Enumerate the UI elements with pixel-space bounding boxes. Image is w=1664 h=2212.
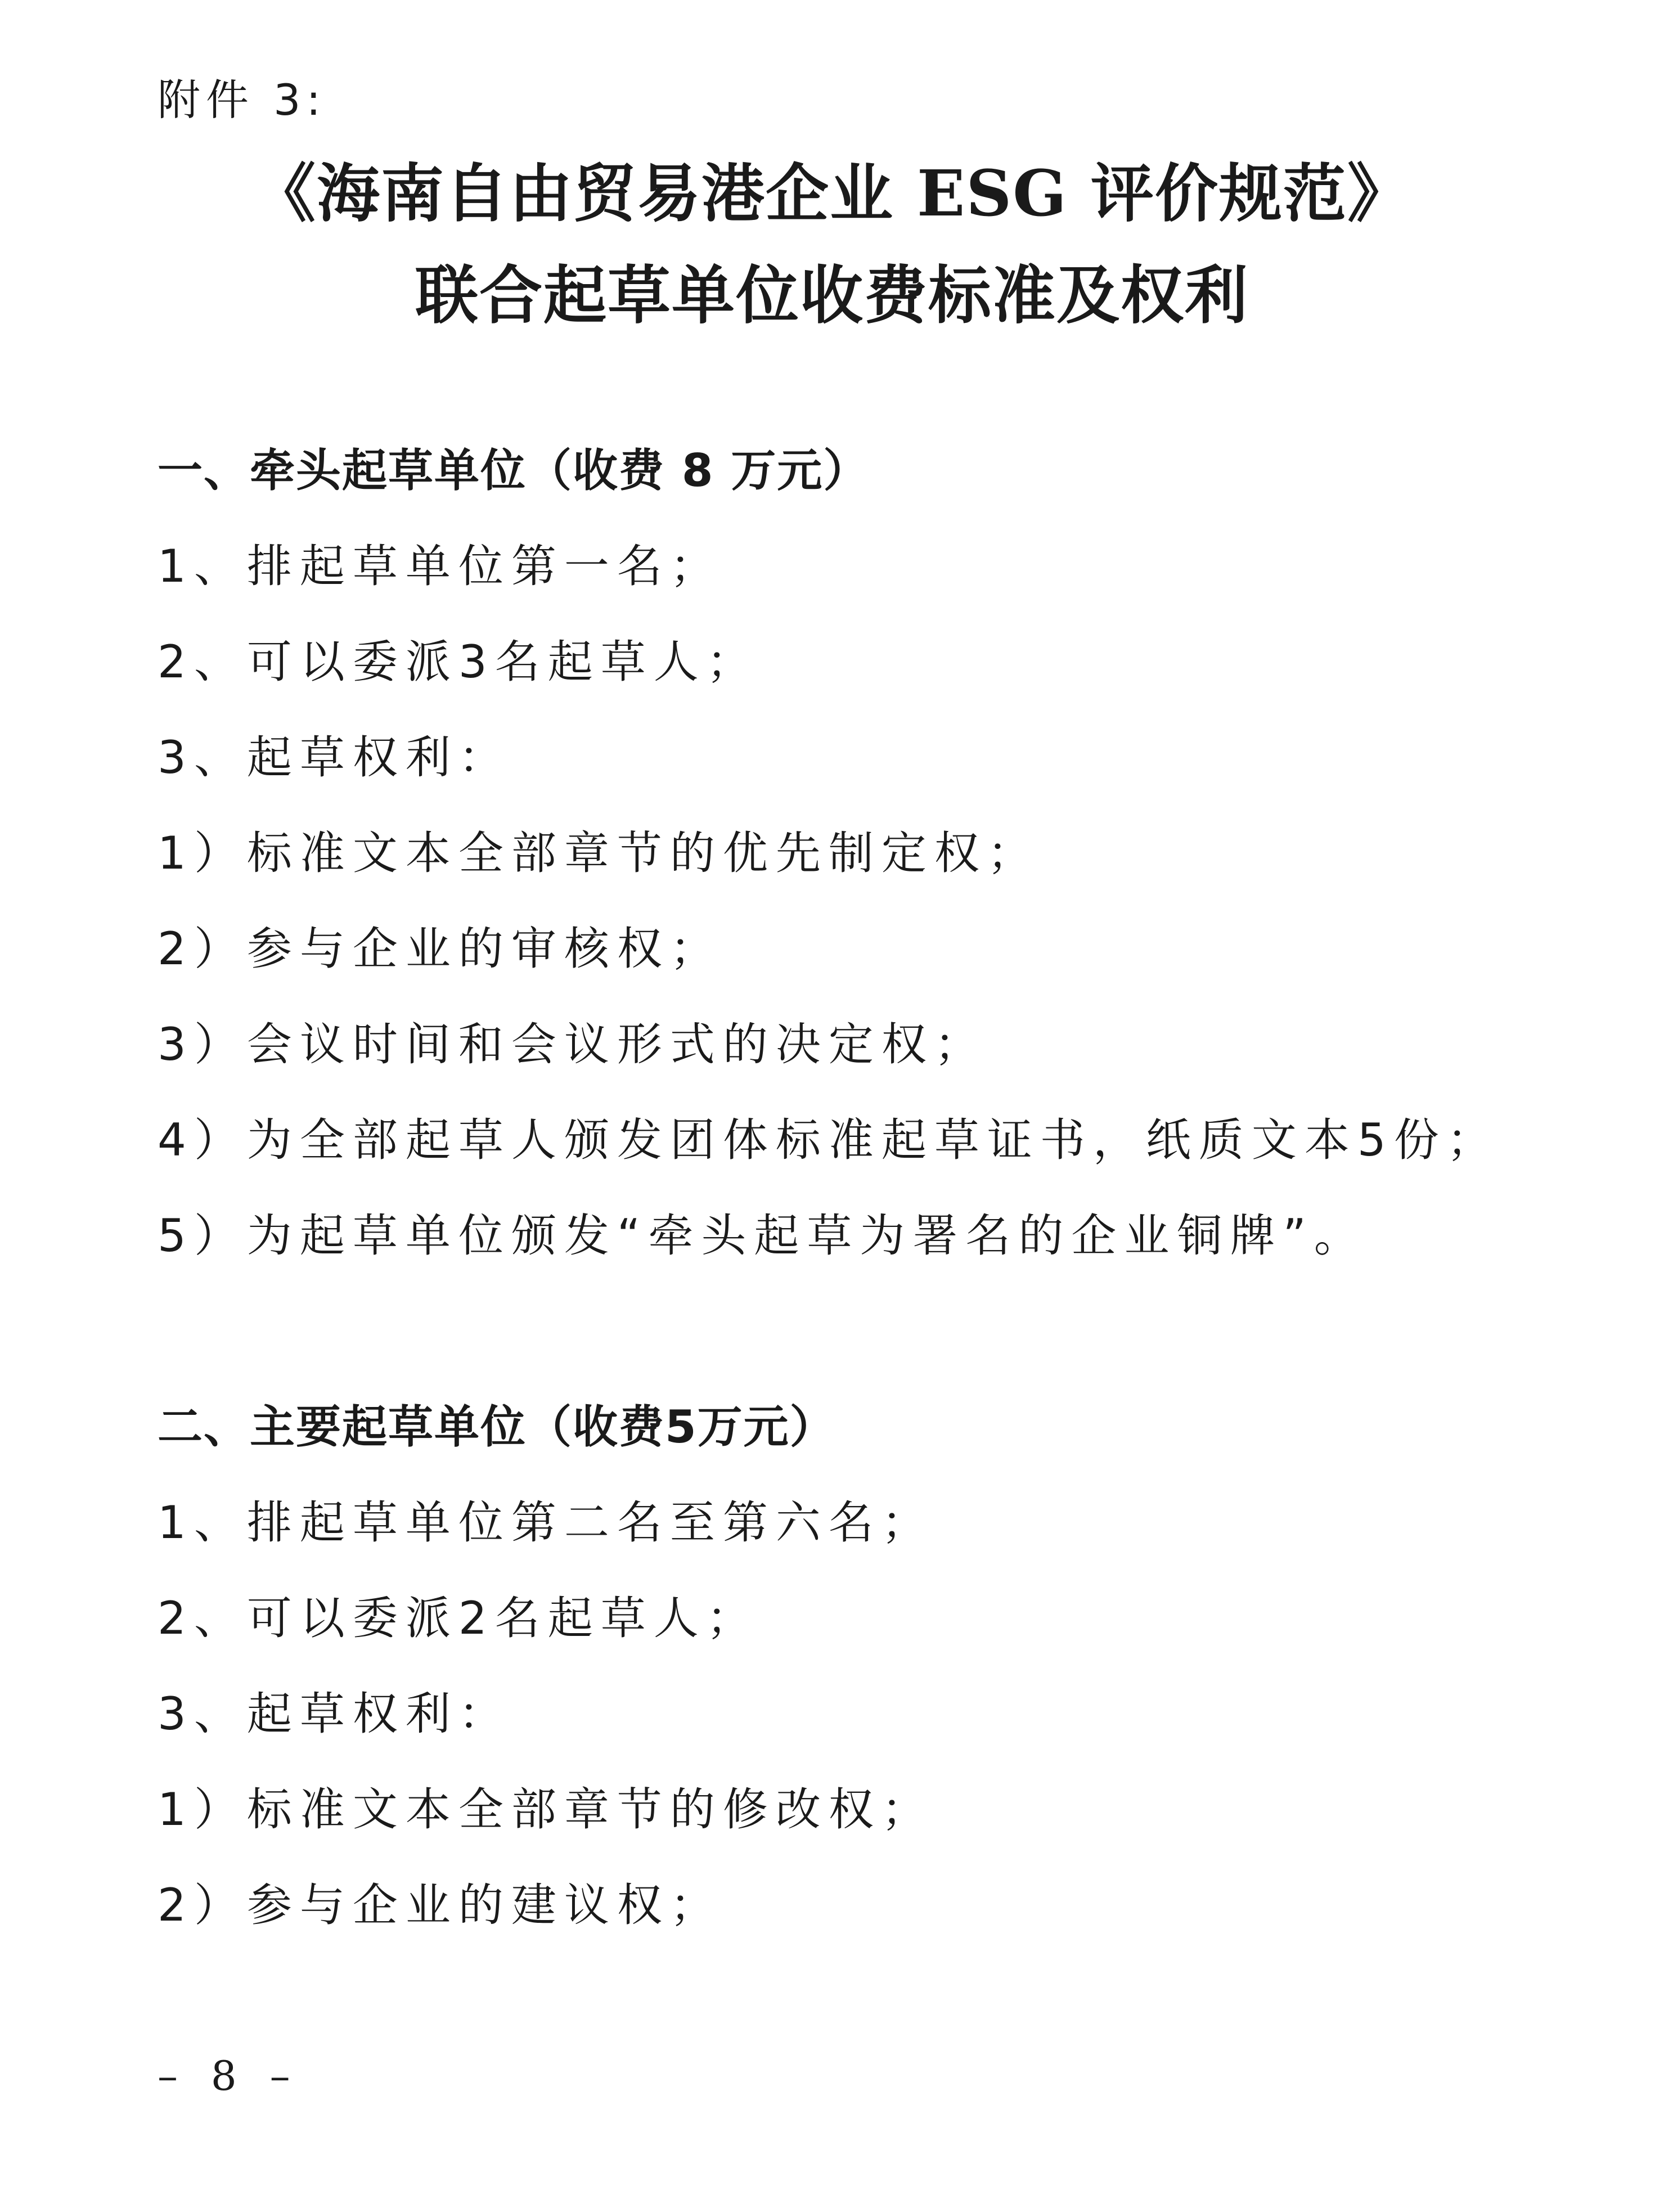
list-item: 3）会议时间和会议形式的决定权； xyxy=(158,1018,987,1071)
document-title-line-1: 《海南自由贸易港企业 ESG 评价规范》 xyxy=(253,157,1411,231)
document-title-line-2: 联合起草单位收费标准及权利 xyxy=(415,259,1249,332)
list-item: 3、起草权利： xyxy=(158,731,511,784)
list-item: 3、起草权利： xyxy=(158,1688,511,1740)
list-item: 2）参与企业的审核权； xyxy=(158,923,723,975)
list-item: 2）参与企业的建议权； xyxy=(158,1879,723,1931)
list-item: 1、排起草单位第二名至第六名； xyxy=(158,1496,934,1549)
list-item: 1、排起草单位第一名； xyxy=(158,540,723,592)
list-item: 2、可以委派2名起草人； xyxy=(158,1592,759,1644)
list-item: 2、可以委派3名起草人； xyxy=(158,636,759,688)
section-heading: 二、主要起草单位（收费5万元） xyxy=(158,1401,836,1453)
list-item: 4）为全部起草人颁发团体标准起草证书，纸质文本5份； xyxy=(158,1114,1500,1166)
list-item: 1）标准文本全部章节的修改权； xyxy=(158,1783,934,1836)
list-item: 1）标准文本全部章节的优先制定权； xyxy=(158,827,1040,879)
page-number: – 8 – xyxy=(158,2052,300,2099)
list-item: 5）为起草单位颁发“牵头起草为署名的企业铜牌”。 xyxy=(158,1210,1367,1262)
attachment-label: 附件 3: xyxy=(158,75,327,125)
section-heading: 一、牵头起草单位（收费 8 万元） xyxy=(158,444,870,497)
